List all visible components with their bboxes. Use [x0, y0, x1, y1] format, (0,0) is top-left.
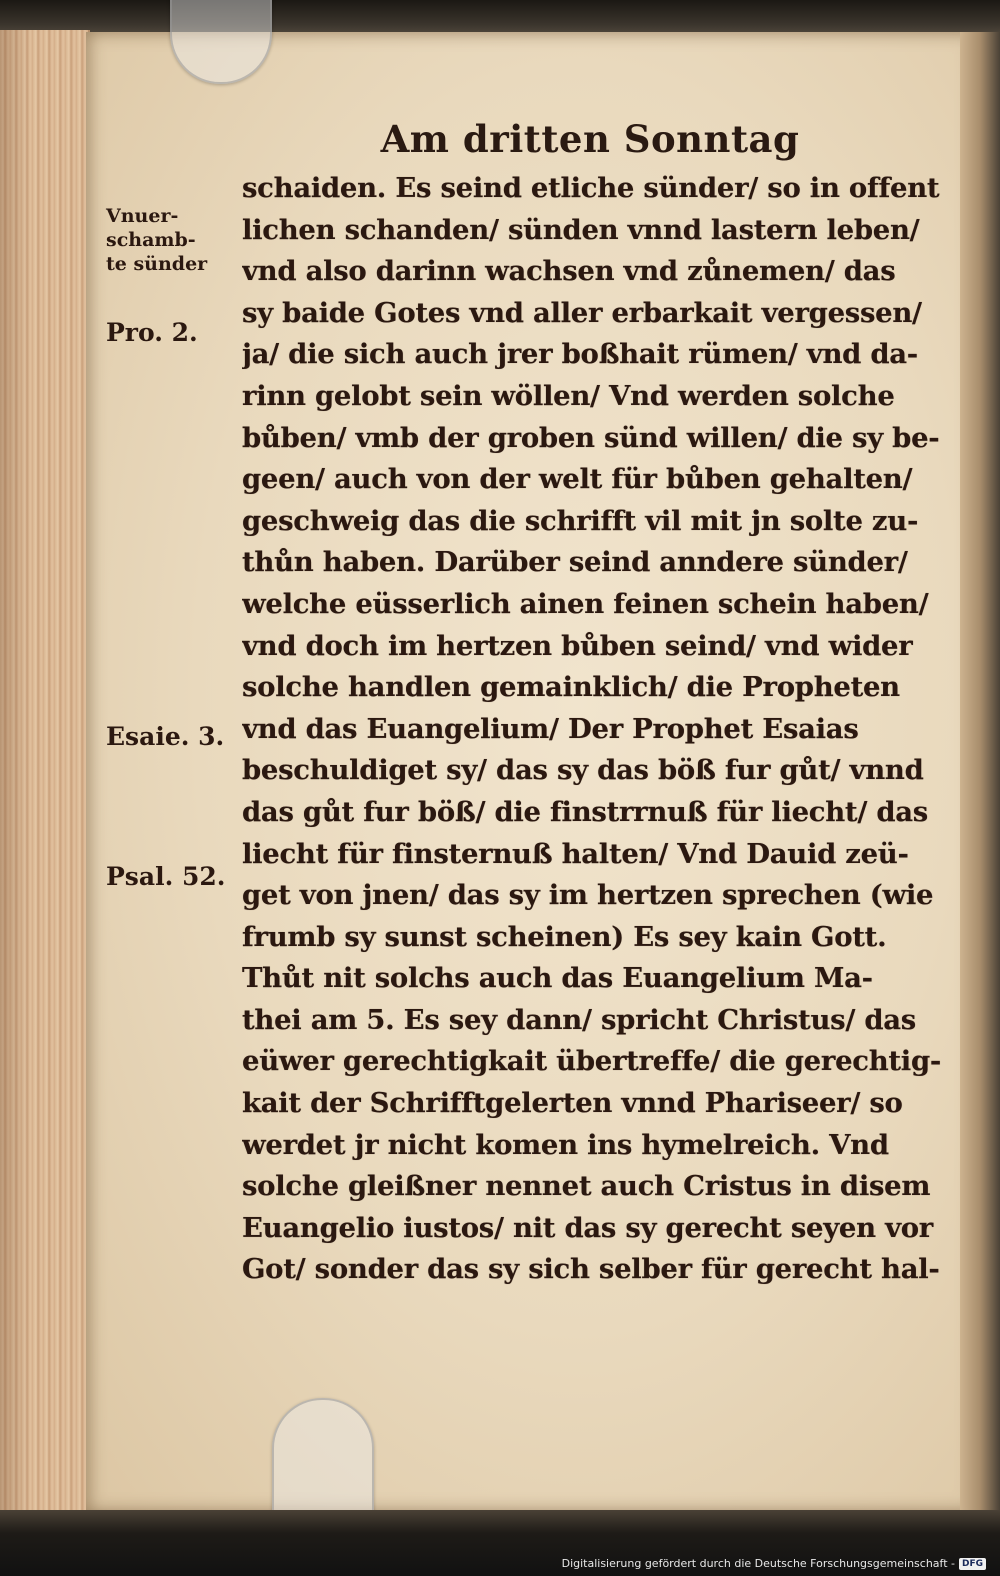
body-text [242, 168, 962, 1291]
text-line: sy baide Gotes vnd aller erbarkait vergessen/ [242, 296, 922, 329]
marginal-line: Psal. 52. [106, 862, 226, 891]
text-line: welche eüsserlich ainen feinen schein haben/ [242, 587, 929, 620]
text-line: werdet jr nicht komen ins hymelreich. Vnd [242, 1128, 889, 1161]
marginal-note-psal52 [106, 862, 225, 892]
text-line: frumb sy sunst scheinen) Es sey kain Gott. [242, 920, 887, 953]
marginal-note-pro2 [106, 318, 198, 348]
text-line: thei am 5. Es sey dann/ spricht Christus/ das [242, 1003, 916, 1036]
text-line: vnd doch im hertzen bůben seind/ vnd wider [242, 629, 913, 662]
text-line: rinn gelobt sein wöllen/ Vnd werden solche [242, 379, 895, 412]
text-line: beschuldiget sy/ das sy das böß fur gůt/ vnnd [242, 754, 924, 787]
marginal-line: schamb- [106, 229, 196, 251]
marginal-note-esaie3 [106, 722, 224, 752]
fore-edge-shadow [0, 30, 30, 1510]
text-line: thůn haben. Darüber seind anndere sünder/ [242, 546, 908, 579]
dfg-logo: DFG [959, 1558, 986, 1570]
text-line: vnd also darinn wachsen vnd zůnemen/ das [242, 255, 896, 288]
page-gutter [960, 32, 1000, 1512]
text-line: Euangelio iustos/ nit das sy gerecht seyen vor [242, 1211, 933, 1244]
text-line: ja/ die sich auch jrer boßhait rümen/ vnd da- [242, 338, 918, 371]
scanner-bottom-edge [0, 1510, 1000, 1576]
text-line: bůben/ vmb der groben sünd willen/ die sy be- [242, 421, 940, 454]
text-line: Got/ sonder das sy sich selber für gerecht hal- [242, 1253, 940, 1286]
text-line: solche handlen gemainklich/ die Propheten [242, 671, 900, 704]
text-line: kait der Schrifftgelerten vnnd Phariseer/ so [242, 1087, 903, 1120]
text-line: vnd das Euangelium/ Der Prophet Esaias [242, 712, 859, 745]
digitization-credit [562, 1557, 986, 1570]
text-line: eüwer gerechtigkait übertreffe/ die gerechtig- [242, 1045, 941, 1078]
text-line: Thůt nit solchs auch das Euangelium Ma- [242, 962, 873, 995]
text-line: das gůt fur böß/ die finstrrnuß für liecht/ das [242, 795, 928, 828]
text-line: schaiden. Es seind etliche sünder/ so in offent [242, 172, 940, 204]
text-line: solche gleißner nennet auch Cristus in disem [242, 1170, 931, 1203]
text-line: geen/ auch von der welt für bůben gehalten/ [242, 463, 913, 496]
credit-text: Digitalisierung gefördert durch die Deutsche Forschungsgemeinschaft - [561, 1557, 955, 1570]
running-head: Am dritten Sonntag [380, 117, 800, 161]
marginal-line: Esaie. 3. [106, 722, 225, 751]
marginal-line: Vnuer- [106, 205, 179, 227]
text-line: liecht für finsternuß halten/ Vnd Dauid zeü- [242, 837, 909, 870]
marginal-note-vnuerschambte [106, 204, 207, 276]
text-line: geschweig das die schrifft vil mit jn solte zu- [242, 504, 919, 537]
text-line: get von jnen/ das sy im hertzen sprechen (wie [242, 879, 934, 912]
marginal-line: Pro. 2. [106, 318, 198, 347]
text-line: lichen schanden/ sünden vnnd lastern leben/ [242, 213, 920, 246]
marginal-line: te sünder [106, 253, 208, 275]
